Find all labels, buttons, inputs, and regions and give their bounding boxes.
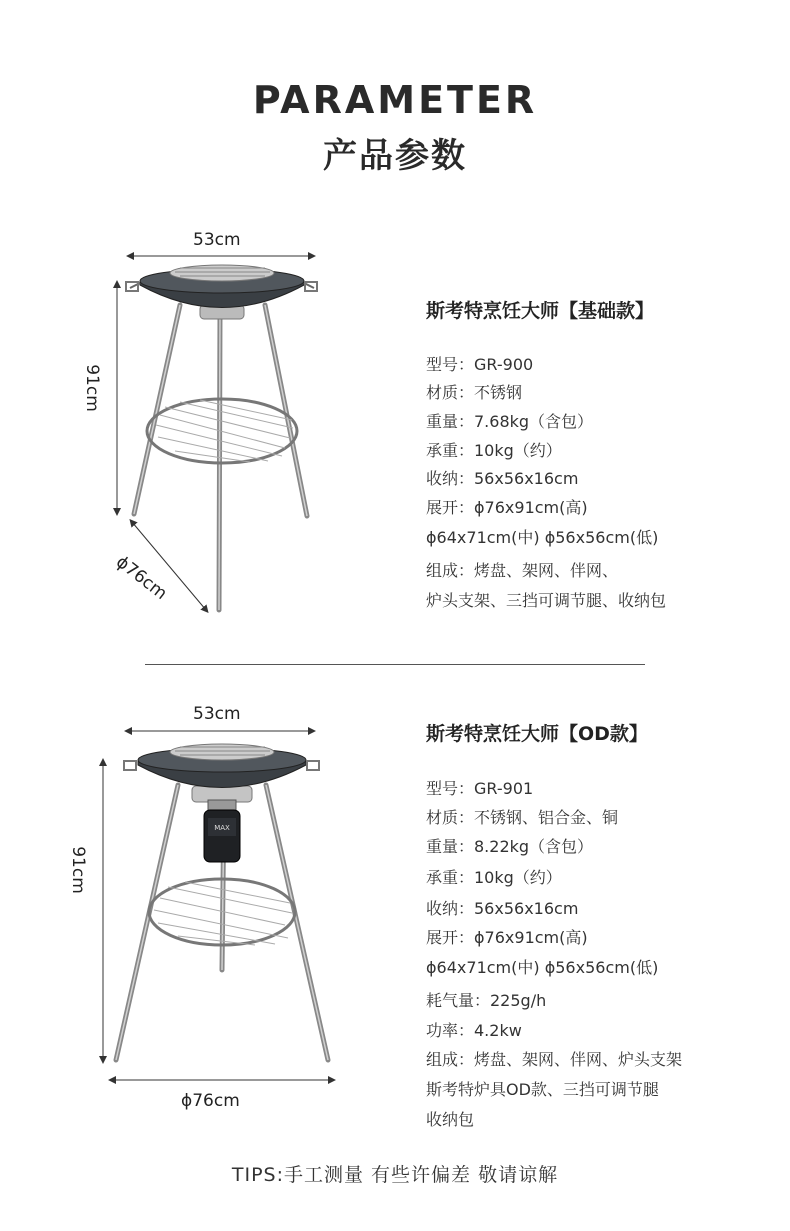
spec-line: 展开：ϕ76x91cm(高) xyxy=(426,928,588,947)
spec-line: 斯考特炉具OD款、三挡可调节腿 xyxy=(426,1080,659,1099)
page-title-en: PARAMETER xyxy=(252,78,538,122)
tips-note: TIPS:手工测量 有些许偏差 敬请谅解 xyxy=(231,1164,559,1186)
canister-label: MAX xyxy=(214,824,230,832)
spec-line: 材质：不锈钢、铝合金、铜 xyxy=(426,808,619,827)
page-title-cn: 产品参数 xyxy=(323,136,467,176)
product-title-basic: 斯考特烹饪大师【基础款】 xyxy=(426,300,655,322)
height-dimension-label: 91cm xyxy=(81,364,102,412)
spec-line: 型号：GR-901 xyxy=(426,779,534,798)
spec-line: 组成：烤盘、架网、伴网、炉头支架 xyxy=(426,1050,683,1069)
width-dimension-label: 53cm xyxy=(193,230,241,250)
spec-line: ϕ64x71cm(中) ϕ56x56cm(低) xyxy=(426,958,659,977)
spec-line: 耗气量：225g/h xyxy=(426,991,547,1010)
spec-line: 展开：ϕ76x91cm(高) xyxy=(426,498,588,517)
height-dimension-label: 91cm xyxy=(67,846,88,894)
spec-line: 组成：烤盘、架网、伴网、 xyxy=(426,561,619,580)
product-title-od: 斯考特烹饪大师【OD款】 xyxy=(426,723,648,745)
spec-line: 承重：10kg（约） xyxy=(426,868,562,887)
spec-line: 收纳包 xyxy=(426,1110,475,1129)
spec-line: 承重：10kg（约） xyxy=(426,441,562,460)
spec-line: 收纳：56x56x16cm xyxy=(426,899,579,918)
width-dimension-label: 53cm xyxy=(193,704,241,724)
spec-line: 功率：4.2kw xyxy=(426,1021,522,1040)
diameter-dimension-label: ϕ76cm xyxy=(112,552,171,604)
spec-line: 炉头支架、三挡可调节腿、收纳包 xyxy=(426,591,667,610)
diameter-dimension-label: ϕ76cm xyxy=(181,1091,240,1111)
spec-line: 重量：8.22kg（含包） xyxy=(426,837,594,856)
spec-line: 型号：GR-900 xyxy=(426,355,534,374)
spec-line: 收纳：56x56x16cm xyxy=(426,469,579,488)
spec-line: 重量：7.68kg（含包） xyxy=(426,412,594,431)
spec-line: 材质：不锈钢 xyxy=(426,383,523,402)
grill-pan xyxy=(124,744,319,788)
spec-line: ϕ64x71cm(中) ϕ56x56cm(低) xyxy=(426,528,659,547)
